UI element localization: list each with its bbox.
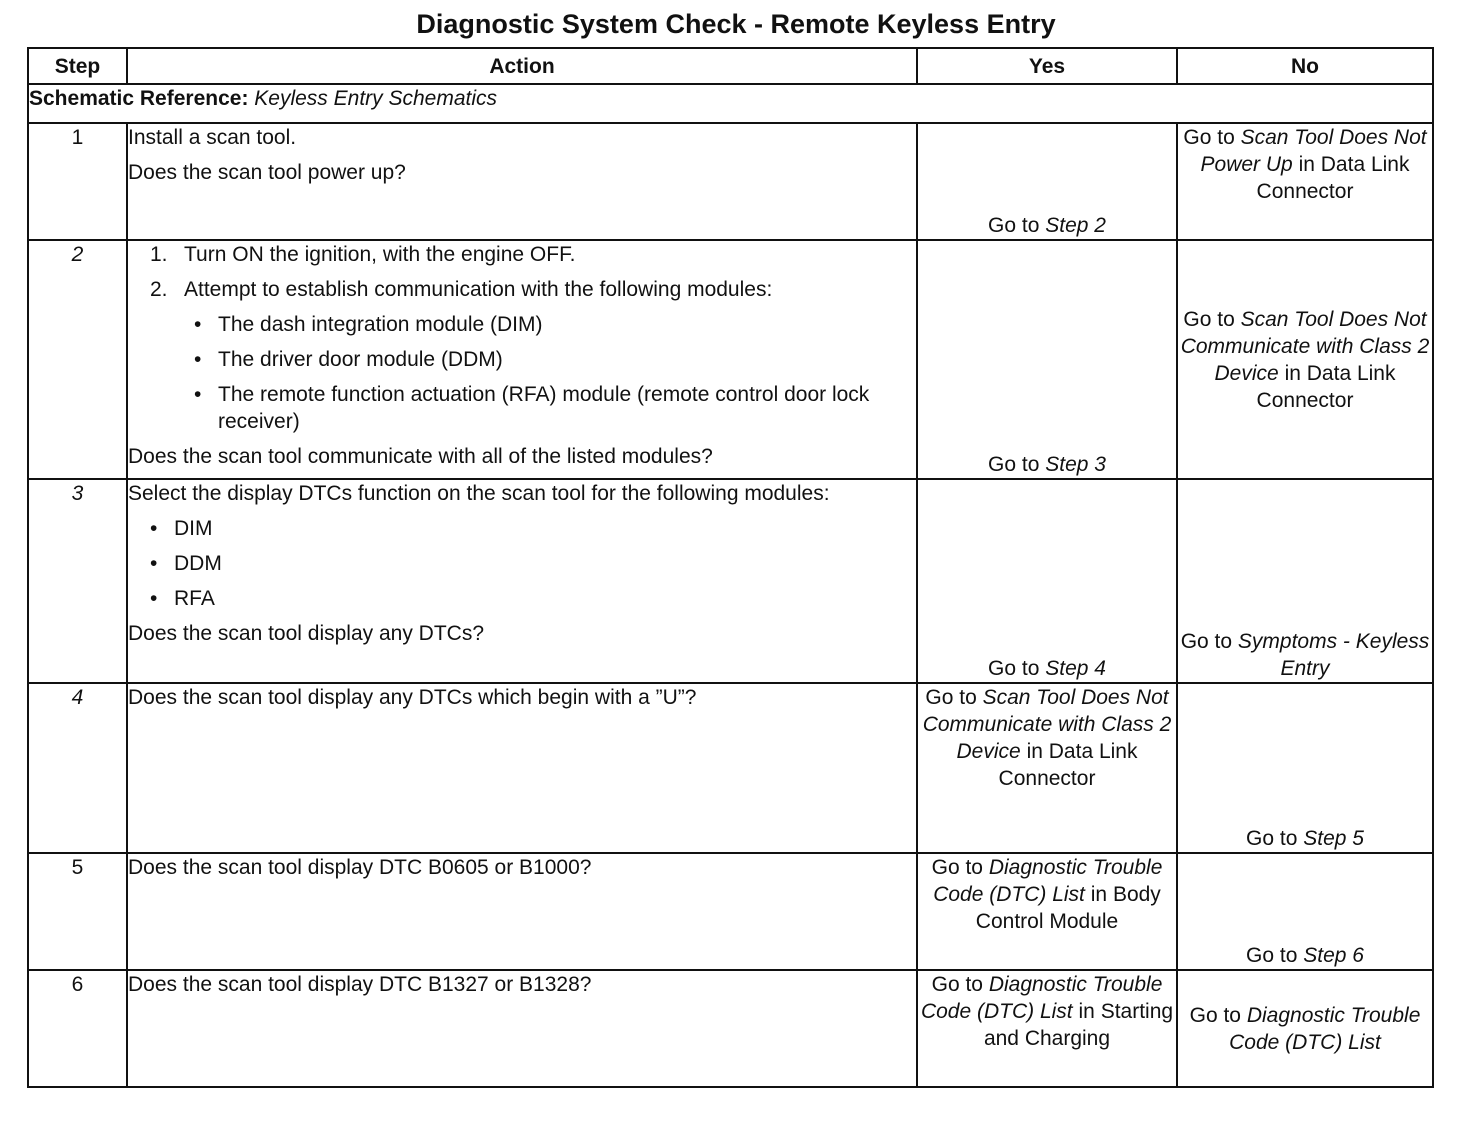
yes-cell [917, 683, 1177, 853]
bullet-item: • DIM [150, 517, 213, 540]
no-cell [1177, 240, 1433, 479]
yes-link[interactable]: Diagnostic Trouble Code (DTC) List [933, 856, 1163, 906]
yes-result: Go to Diagnostic Trouble Code (DTC) List in Starting and Charging [920, 973, 1174, 1050]
no-link[interactable]: Diagnostic Trouble Code (DTC) List [1229, 1003, 1421, 1054]
header-no: No [1177, 48, 1433, 84]
action-question: Does the scan tool display any DTCs? [128, 622, 485, 645]
yes-result: Go to Step 4 [988, 657, 1106, 680]
no-result: Go to Step 5 [1246, 827, 1364, 850]
no-result: Go to Diagnostic Trouble Code (DTC) List [1189, 1003, 1421, 1054]
no-link[interactable]: Scan Tool Does Not Communicate with Class 2 Device [1180, 307, 1430, 385]
action-text: Select the display DTCs function on the scan tool for the following modules: [128, 482, 830, 505]
no-link[interactable]: Step 5 [1303, 827, 1364, 850]
yes-cell [917, 240, 1177, 479]
no-link[interactable]: Scan Tool Does Not Power Up [1200, 126, 1427, 176]
action-cell [127, 970, 917, 1087]
table-row [28, 123, 1433, 240]
table-row [28, 970, 1433, 1087]
no-cell [1177, 970, 1433, 1087]
yes-cell [917, 123, 1177, 240]
no-cell [1177, 683, 1433, 853]
step-number: 5 [28, 853, 127, 970]
yes-result: Go to Scan Tool Does Not Communicate with Class 2 Device in Data Link Connector [922, 686, 1172, 790]
step-number: 2 [28, 240, 127, 479]
action-question: Does the scan tool display DTC B1327 or B1328? [128, 973, 592, 996]
action-text: Install a scan tool. [128, 126, 297, 149]
bullet-item: • The driver door module (DDM) [194, 348, 503, 371]
action-cell [127, 683, 917, 853]
action-cell [127, 479, 917, 683]
action-cell [127, 240, 917, 479]
action-cell [127, 853, 917, 970]
bullet-item: • The remote function actuation (RFA) module (remote control door lock receiver) [194, 383, 870, 433]
header-yes: Yes [917, 48, 1177, 84]
no-cell [1177, 123, 1433, 240]
no-cell [1177, 853, 1433, 970]
numbered-item: 2. Attempt to establish communication with the following modules: [150, 278, 773, 301]
step-number: 6 [28, 970, 127, 1087]
no-result: Go to Step 6 [1246, 944, 1364, 967]
page-title: Diagnostic System Check - Remote Keyless Entry [416, 9, 1056, 39]
action-question: Does the scan tool display DTC B0605 or B1000? [128, 856, 592, 879]
yes-result: Go to Diagnostic Trouble Code (DTC) List in Body Control Module [931, 856, 1163, 933]
no-result: Go to Symptoms - Keyless Entry [1180, 630, 1430, 680]
step-number: 3 [28, 479, 127, 683]
bullet-item: • RFA [150, 587, 215, 610]
yes-result: Go to Step 3 [988, 453, 1106, 476]
table-row [28, 240, 1433, 479]
no-link[interactable]: Step 6 [1303, 944, 1364, 967]
yes-result: Go to Step 2 [988, 214, 1106, 237]
action-question: Does the scan tool display any DTCs which begin with a ”U”? [128, 686, 697, 709]
header-action: Action [127, 48, 917, 84]
yes-cell [917, 853, 1177, 970]
header-step: Step [28, 48, 127, 84]
action-cell [127, 123, 917, 240]
action-question: Does the scan tool power up? [128, 161, 406, 184]
schematic-reference [28, 84, 1433, 123]
no-result: Go to Scan Tool Does Not Power Up in Data Link Connector [1183, 126, 1427, 203]
step-number: 4 [28, 683, 127, 853]
yes-link[interactable]: Scan Tool Does Not Communicate with Class 2 Device [922, 686, 1172, 763]
action-question: Does the scan tool communicate with all of the listed modules? [128, 445, 713, 468]
table-row [28, 479, 1433, 683]
no-cell [1177, 479, 1433, 683]
yes-link[interactable]: Step 3 [1045, 453, 1106, 476]
no-link[interactable]: Symptoms - Keyless Entry [1237, 630, 1430, 680]
table-row [28, 683, 1433, 853]
yes-cell [917, 970, 1177, 1087]
yes-link[interactable]: Diagnostic Trouble Code (DTC) List [920, 973, 1163, 1023]
schematic-reference-label: Schematic Reference: [29, 87, 249, 110]
table-row [28, 853, 1433, 970]
diagnostic-table [27, 47, 1434, 1088]
step-number: 1 [28, 123, 127, 240]
schematic-reference-link[interactable]: Keyless Entry Schematics [254, 87, 498, 110]
bullet-item: • DDM [150, 552, 222, 575]
numbered-item: 1. Turn ON the ignition, with the engine OFF. [150, 243, 576, 266]
no-result: Go to Scan Tool Does Not Communicate with Class 2 Device in Data Link Connector [1180, 307, 1430, 412]
yes-link[interactable]: Step 2 [1045, 214, 1106, 237]
yes-cell [917, 479, 1177, 683]
header-row [28, 48, 1433, 84]
yes-link[interactable]: Step 4 [1045, 657, 1106, 680]
schematic-reference-row [28, 84, 1433, 123]
bullet-item: • The dash integration module (DIM) [194, 313, 543, 336]
